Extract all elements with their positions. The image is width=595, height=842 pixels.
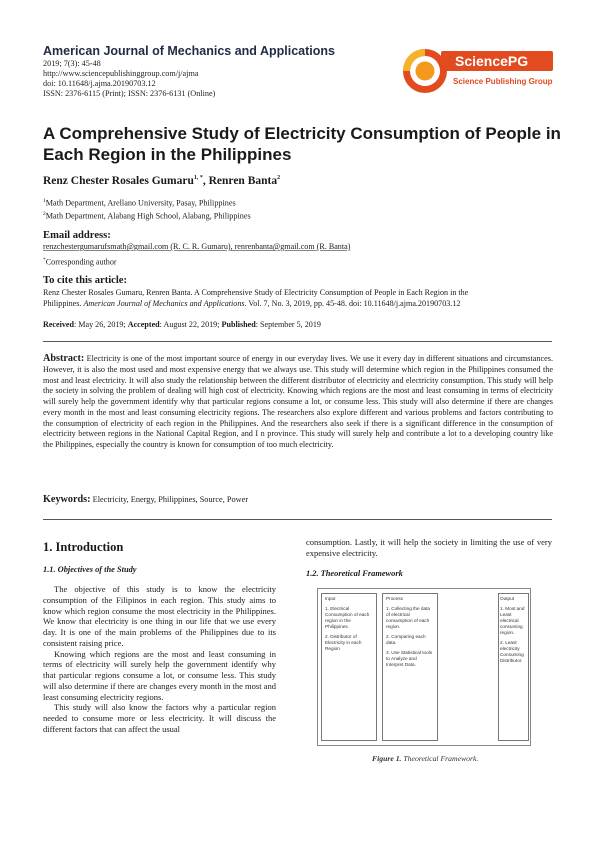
journal-issn: ISSN: 2376-6115 (Print); ISSN: 2376-6131 (Online) <box>43 89 216 98</box>
published-label: Published <box>221 320 256 329</box>
figure-caption-text: Theoretical Framework. <box>401 754 479 763</box>
abstract <box>43 354 553 451</box>
corresponding-sup: * <box>43 257 46 263</box>
subsection-objectives: 1.1. Objectives of the Study <box>43 565 137 574</box>
process-item-2: 2. Comparing each data. <box>386 634 426 645</box>
right-column-text <box>306 537 552 559</box>
keywords-label: Keywords: <box>43 494 91 505</box>
output-item-2: 2. Least electricity Consuming Distributor. <box>500 640 524 663</box>
figure-caption <box>372 754 478 763</box>
input-title: Input <box>325 596 336 601</box>
input-item-2: 2. Distributor of Electricity in each Region <box>325 634 362 651</box>
process-item-1: 1. Collecting the data of electrical consumption of each region. <box>386 606 431 629</box>
output-item-1: 1. Most and Least electrical consuming region. <box>500 606 525 635</box>
sciencepg-logo <box>401 47 553 95</box>
author-1: Renz Chester Rosales Gumaru <box>43 175 194 187</box>
logo-subtitle: Science Publishing Group <box>453 77 553 86</box>
journal-doi[interactable]: doi: 10.11648/j.ajma.20190703.12 <box>43 79 156 88</box>
affiliation-2 <box>43 211 251 221</box>
affiliation-1 <box>43 198 236 208</box>
author-2: Renren Banta <box>208 175 278 187</box>
accepted-label: Accepted <box>127 320 160 329</box>
cite-heading: To cite this article: <box>43 275 128 286</box>
accepted-date: : August 22, 2019; <box>159 320 222 329</box>
intro-paragraph-4: consumption. Lastly, it will help the society in limiting the use of very expensive electricity. <box>306 537 552 558</box>
abstract-text: Electricity is one of the most important source of energy in our everyday lives. We use it every day in different situations and circumstances. However, it is also the most used and most expensive energy that we always use. This study will determine which region in the Philippines consumed the most and least electricity. It will also study the relationship between the different distributor of electricity and electricity consumption. This study will help the society in solving the problem of dealing will high cost of electricity. Knowing which regions are the most and least consuming in terms of electricity will surely help the government identify why that particular regions consume a lot, or consume less. This study will also determine if there are changes every month in the most and least consuming electricity regions. The researchers also explore different and various problems and factors contributing to the consumption of electricity of each region in the Philippines. And the researchers also seek if there is a significant difference in the consumption of electricity between regions in the National Capital Region, and I n province. This study will surely help and contribute a lot to a developing country like the Philippines, especially the country is known for consumption of too much electricity. <box>43 354 553 449</box>
affiliation-2-sup: 2 <box>43 211 46 217</box>
intro-paragraph-3: This study will also know the factors why a particular region needed to consume more or less electricity. It will discuss the different factors that can affect the usual <box>43 702 276 734</box>
journal-url[interactable]: http://www.sciencepublishinggroup.com/j/ajma <box>43 69 199 78</box>
divider-top <box>43 341 552 342</box>
cite-line-2 <box>43 299 555 310</box>
affiliation-1-sup: 1 <box>43 198 46 204</box>
process-item-3: 3. Use Statistical tools to Analyze and Interpret Data. <box>386 650 433 667</box>
intro-paragraph-1: The objective of this study is to know the electricity consumption of the Filipinos in each region. This study aims to know which region consume the most electricity in the Philippines. We know that electricity is one thing in our life that we use every day. It is one of the main problems of the Philippines due to its consistent raising price. <box>43 584 276 648</box>
subsection-framework: 1.2. Theoretical Framework <box>306 569 403 578</box>
journal-volume: 2019; 7(3): 45-48 <box>43 59 101 68</box>
cite-pre: Philippines. <box>43 299 84 308</box>
cite-line-1: Renz Chester Rosales Gumaru, Renren Banta. A Comprehensive Study of Electricity Consumption of People in Each Region in the <box>43 288 469 297</box>
article-dates <box>43 320 321 331</box>
input-item-1: 1. Electrical Consumption of each region in the Philippines. <box>325 606 370 629</box>
published-date: : September 5, 2019 <box>255 320 321 329</box>
author-list <box>43 175 280 187</box>
keywords-text: Electricity, Energy, Philippines, Source, Power <box>90 495 249 504</box>
framework-process-box <box>382 593 438 741</box>
journal-title: American Journal of Mechanics and Applications <box>43 44 335 58</box>
article-title: A Comprehensive Study of Electricity Consumption of People in Each Region in the Philippines <box>43 124 561 164</box>
received-label: Received <box>43 320 75 329</box>
corresponding-author <box>43 255 117 268</box>
output-title: Output <box>500 596 515 601</box>
keywords <box>43 494 248 505</box>
process-title: Process <box>386 596 403 601</box>
affiliation-2-text: Math Department, Alabang High School, Alabang, Philippines <box>45 211 251 221</box>
framework-figure <box>317 588 531 746</box>
received-date: : May 26, 2019; <box>74 320 128 329</box>
email-heading: Email address: <box>43 230 111 241</box>
cite-journal: American Journal of Mechanics and Applications <box>83 299 245 308</box>
intro-paragraph-2: Knowing which regions are the most and least consuming in terms of electricity will surely help the government identify why that particular regions consume a lot, or consume less. This study will also determine if there are changes every month in the most and least consuming electricity regions. <box>43 648 276 702</box>
author-1-sup: 1, * <box>193 175 203 182</box>
section-heading-introduction: 1. Introduction <box>43 540 124 554</box>
framework-output-box <box>498 593 529 741</box>
left-column <box>43 584 276 735</box>
email-line[interactable]: renzchestergumarufsmath@gmail.com (R. C. R. Gumaru), renrenbanta@gmail.com (R. Banta) <box>43 242 351 251</box>
figure-caption-label: Figure 1. <box>372 754 402 763</box>
framework-input-box <box>321 593 377 741</box>
affiliation-1-text: Math Department, Arellano University, Pasay, Philippines <box>45 198 236 208</box>
logo-wordmark: SciencePG <box>455 53 529 69</box>
sciencepg-logo-icon <box>401 47 553 95</box>
author-2-sup: 2 <box>277 175 281 182</box>
cite-post: . Vol. 7, No. 3, 2019, pp. 45-48. doi: 10.11648/j.ajma.20190703.12 <box>244 299 461 308</box>
abstract-label: Abstract: <box>43 353 85 364</box>
author-separator: , <box>202 175 209 187</box>
divider-bottom <box>43 519 552 520</box>
corresponding-text: Corresponding author <box>45 257 117 267</box>
